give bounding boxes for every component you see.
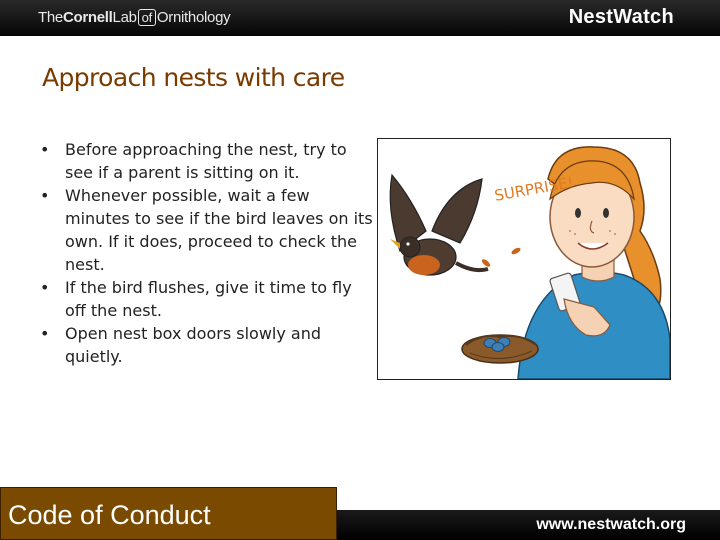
bird-tail bbox=[456, 263, 488, 270]
surprise-text: SURPRISE! bbox=[493, 173, 575, 205]
header-bar bbox=[0, 0, 720, 36]
code-of-conduct-badge bbox=[0, 487, 337, 540]
logo-of-box: of bbox=[138, 9, 156, 26]
left-eye bbox=[575, 208, 581, 218]
bullet-item: • If the bird flushes, give it time to fly off the nest. bbox=[38, 276, 376, 322]
site-url[interactable]: www.nestwatch.org bbox=[536, 516, 686, 533]
right-eye bbox=[603, 208, 609, 218]
bullet-item: • Open nest box doors slowly and quietly. bbox=[38, 322, 376, 368]
code-of-conduct-label: Code of Conduct bbox=[8, 500, 211, 530]
bullet-item: • Whenever possible, wait a few minutes to see if the bird leaves on its own. If it does, proceed to check the nest. bbox=[38, 184, 376, 276]
egg bbox=[492, 343, 504, 352]
nest-illustration bbox=[377, 138, 671, 380]
freckle bbox=[609, 230, 611, 232]
bullet-list bbox=[38, 138, 376, 368]
nestwatch-logo[interactable]: NestWatch bbox=[568, 6, 674, 28]
bullet-item: • Before approaching the nest, try to see if a parent is sitting on it. bbox=[38, 138, 376, 184]
freckle bbox=[614, 233, 616, 235]
cornell-lab-logo[interactable]: TheCornellLab of Ornithology bbox=[38, 9, 231, 26]
bird-breast bbox=[408, 255, 440, 275]
bird-wing-right bbox=[432, 179, 482, 243]
illustration-svg bbox=[378, 139, 670, 379]
freckle bbox=[574, 233, 576, 235]
slide-title: Approach nests with care bbox=[42, 63, 345, 92]
feather bbox=[510, 246, 521, 255]
bird-head bbox=[400, 237, 420, 257]
bird-eye bbox=[406, 242, 409, 245]
feather bbox=[481, 258, 492, 268]
freckle bbox=[569, 230, 571, 232]
